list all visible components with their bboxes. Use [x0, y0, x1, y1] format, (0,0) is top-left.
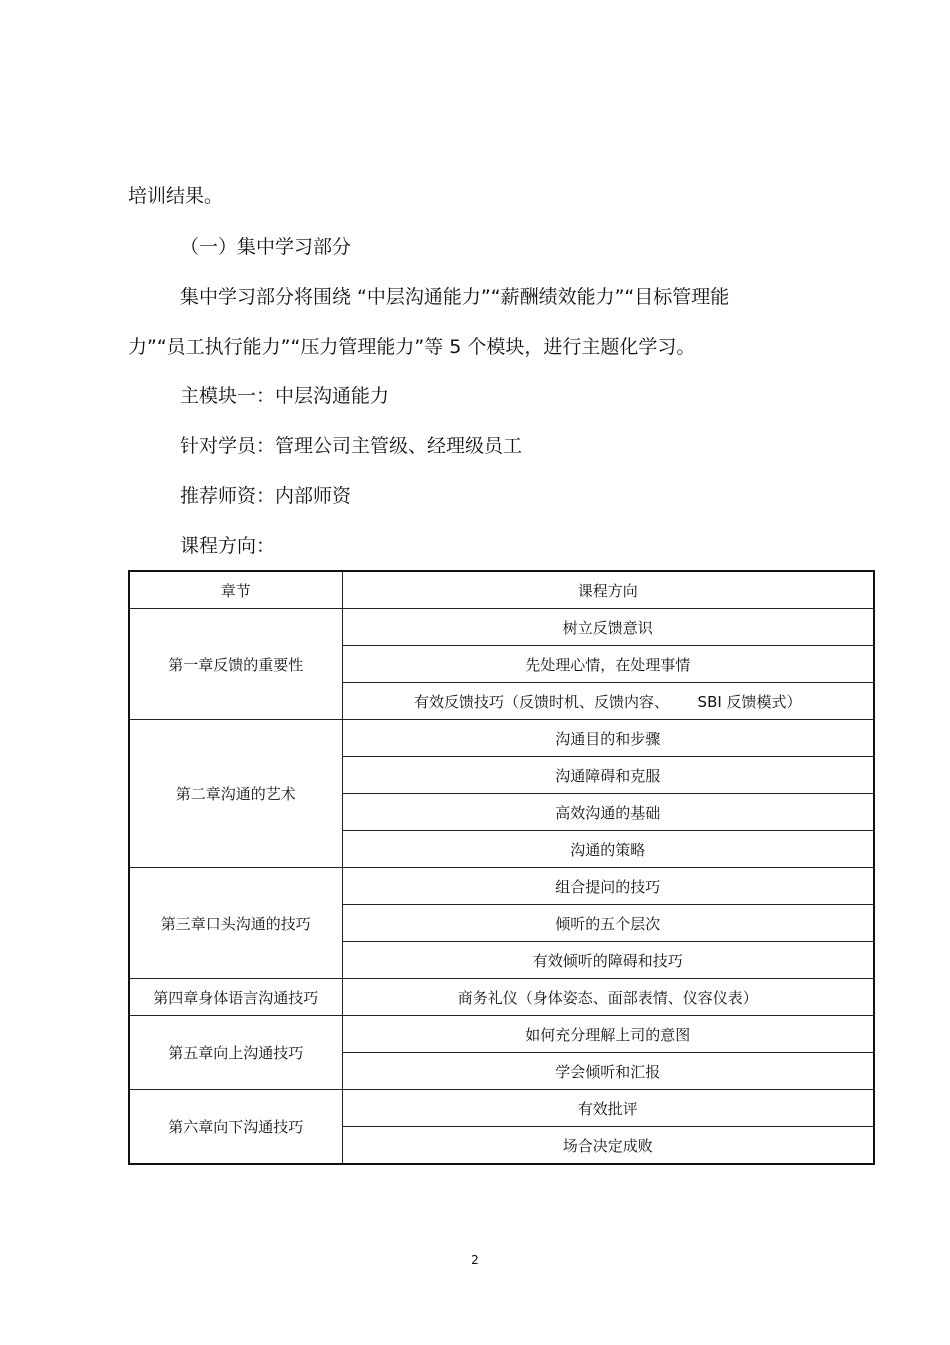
paragraph-result: 培训结果。 [128, 185, 224, 207]
chapter-title: 第一章反馈的重要性 [129, 609, 342, 720]
course-item: 沟通障碍和克服 [342, 757, 874, 794]
header-direction: 课程方向 [342, 571, 874, 609]
table-body [129, 609, 874, 1165]
table-row [129, 979, 874, 1016]
chapter-title: 第五章向上沟通技巧 [129, 1016, 342, 1090]
table-row [129, 868, 874, 905]
course-item: 学会倾听和汇报 [342, 1053, 874, 1090]
course-item: 沟通的策略 [342, 831, 874, 868]
course-item: 先处理心情，在处理事情 [342, 646, 874, 683]
course-item: 高效沟通的基础 [342, 794, 874, 831]
course-item: 倾听的五个层次 [342, 905, 874, 942]
paragraph-module: 主模块一：中层沟通能力 [180, 385, 390, 407]
paragraph-intro-line1: 集中学习部分将围绕 “中层沟通能力”“薪酬绩效能力”“目标管理能 [180, 286, 730, 308]
course-table [128, 570, 875, 1165]
paragraph-intro-line2: 力”“员工执行能力”“压力管理能力”等 5 个模块，进行主题化学习。 [128, 336, 696, 358]
chapter-title: 第四章身体语言沟通技巧 [129, 979, 342, 1016]
course-item: 场合决定成败 [342, 1127, 874, 1165]
header-chapter: 章节 [129, 571, 342, 609]
table-row [129, 720, 874, 757]
section-heading: （一）集中学习部分 [180, 236, 352, 258]
paragraph-target: 针对学员：管理公司主管级、经理级员工 [180, 435, 523, 457]
course-item: 组合提问的技巧 [342, 868, 874, 905]
paragraph-teacher: 推荐师资：内部师资 [180, 485, 352, 507]
course-item: 有效反馈技巧（反馈时机、反馈内容、 SBI 反馈模式） [342, 683, 874, 720]
paragraph-direction: 课程方向： [180, 535, 276, 557]
chapter-title: 第二章沟通的艺术 [129, 720, 342, 868]
table-row [129, 609, 874, 646]
course-item: 树立反馈意识 [342, 609, 874, 646]
table-row [129, 1090, 874, 1127]
course-item: 有效批评 [342, 1090, 874, 1127]
chapter-title: 第三章口头沟通的技巧 [129, 868, 342, 979]
course-item: 沟通目的和步骤 [342, 720, 874, 757]
table-header-row [129, 571, 874, 609]
page-number: 2 [471, 1253, 479, 1267]
course-item: 如何充分理解上司的意图 [342, 1016, 874, 1053]
course-item: 商务礼仪（身体姿态、面部表情、仪容仪表） [342, 979, 874, 1016]
table-row [129, 1016, 874, 1053]
course-item: 有效倾听的障碍和技巧 [342, 942, 874, 979]
chapter-title: 第六章向下沟通技巧 [129, 1090, 342, 1165]
